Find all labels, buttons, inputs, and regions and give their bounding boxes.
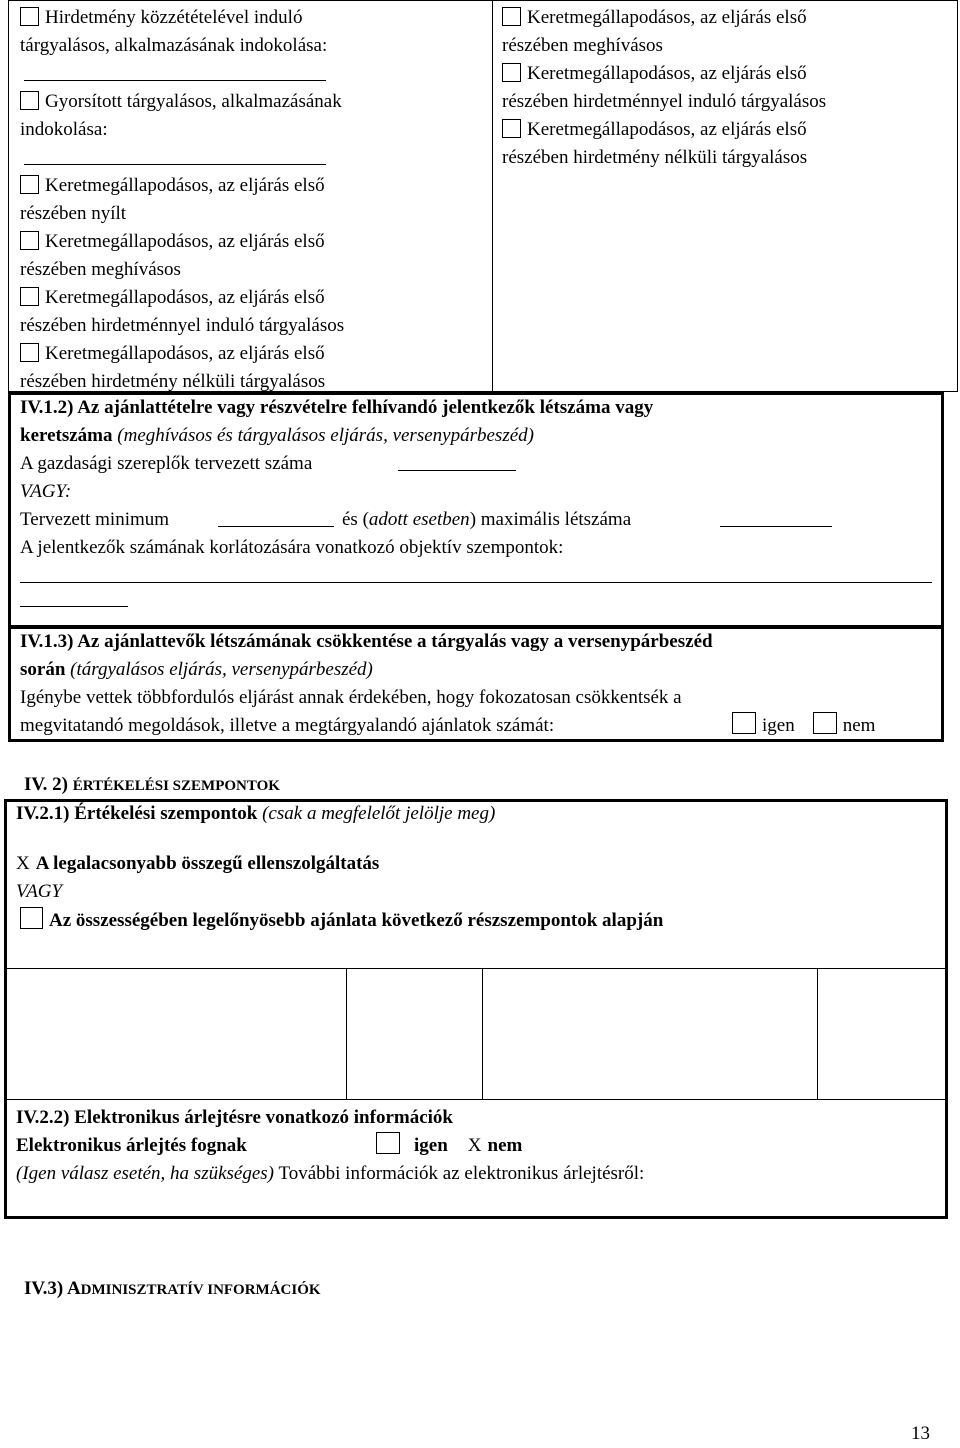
left-opt-nyilt-2: részében nyílt <box>20 203 127 224</box>
sub-criteria-table <box>7 968 945 1100</box>
right-opt-meghivasos: Keretmegállapodásos, az eljárás első <box>502 4 952 32</box>
multi-round-text-1: Igénybe vettek többfordulós eljárást annak érdekében, hogy fokozatosan csökkentsék a <box>20 687 682 708</box>
best-value-checkbox[interactable] <box>20 907 43 929</box>
section-iv-1-3 <box>20 628 940 740</box>
section-iv-3-heading: IV.3) ADMINISZTRATÍV INFORMÁCIÓK <box>24 1278 321 1299</box>
right-opt-nelkuli: Keretmegállapodásos, az eljárás első <box>502 116 952 144</box>
right-hirdetmennyel-checkbox[interactable] <box>502 63 521 82</box>
right-meghivasos-checkbox[interactable] <box>502 7 521 26</box>
criteria-label: A jelentkezők számának korlátozására vonatkozó objektív szempontok: <box>20 537 564 558</box>
planned-count-row: A gazdasági szereplők tervezett száma <box>20 450 940 478</box>
left-opt-hirdetmennyel: Keretmegállapodásos, az eljárás első <box>20 284 488 312</box>
min-max-row: Tervezett minimum és (adott esetben) maximális létszáma <box>20 506 940 534</box>
lowest-price-option[interactable]: X A legalacsonyabb összegű ellenszolgáltatás <box>16 853 380 874</box>
section-iv-1-2-heading: IV.1.2) Az ajánlattételre vagy részvételre felhívandó jelentkezők létszáma vagy <box>20 397 654 418</box>
right-nelkuli-checkbox[interactable] <box>502 119 521 138</box>
hirdetmeny-reason-line[interactable] <box>20 60 488 88</box>
hirdetmeny-checkbox[interactable] <box>20 7 39 26</box>
top-left-content <box>20 4 488 396</box>
multi-round-yes-checkbox[interactable] <box>732 712 756 734</box>
left-opt-meghivasos-2: részében meghívásos <box>20 259 181 280</box>
multi-round-row: megvitatandó megoldások, illetve a megtárgyalandó ajánlatok számát: igen nem <box>20 712 940 740</box>
or-label-2: VAGY <box>16 881 63 902</box>
left-nelkuli-checkbox[interactable] <box>20 343 39 362</box>
left-opt-meghivasos: Keretmegállapodásos, az eljárás első <box>20 228 488 256</box>
right-opt-hirdetmennyel: Keretmegállapodásos, az eljárás első <box>502 60 952 88</box>
left-opt-nelkuli-2: részében hirdetmény nélküli tárgyalásos <box>20 371 326 392</box>
gyorsitott-checkbox[interactable] <box>20 91 39 110</box>
section-iv-1-2 <box>20 394 940 618</box>
table-col-divider-2 <box>482 969 483 1099</box>
multi-round-no-checkbox[interactable] <box>813 712 837 734</box>
right-opt-meghivasos-2: részében meghívásos <box>502 35 663 56</box>
section-iv-1-3-heading: IV.1.3) Az ajánlattevők létszámának csökkentése a tárgyalás vagy a versenypárbeszéd <box>20 631 713 652</box>
table-col-divider-3 <box>817 969 818 1099</box>
right-opt-hirdetmennyel-2: részében hirdetménnyel induló tárgyalásos <box>502 91 827 112</box>
top-right-content <box>502 4 952 172</box>
section-iv-2-1-heading: IV.2.1) Értékelési szempontok (csak a megfelelőt jelölje meg) <box>16 803 496 824</box>
hirdetmeny-option: Hirdetmény közzétételével induló <box>20 4 488 32</box>
section-iv-1-2-heading-2: keretszáma (meghívásos és tárgyalásos eljárás, versenypárbeszéd) <box>20 425 534 446</box>
gyorsitott-label-2: indokolása: <box>20 119 108 140</box>
best-value-option: Az összességében legelőnyösebb ajánlata következő részszempontok alapján <box>16 907 936 935</box>
table-col-divider-1 <box>346 969 347 1099</box>
section-iv-2-1 <box>16 800 936 935</box>
left-nyilt-checkbox[interactable] <box>20 175 39 194</box>
planned-count-field[interactable] <box>398 470 516 471</box>
left-hirdetmennyel-checkbox[interactable] <box>20 287 39 306</box>
criteria-line-2[interactable] <box>20 590 940 618</box>
right-opt-nelkuli-2: részében hirdetmény nélküli tárgyalásos <box>502 147 808 168</box>
planned-min-field[interactable] <box>218 526 334 527</box>
auction-no-mark[interactable]: X <box>467 1135 482 1156</box>
hirdetmeny-label-2: tárgyalásos, alkalmazásának indokolása: <box>20 35 328 56</box>
section-iv-1-3-heading-2: során (tárgyalásos eljárás, versenypárbeszéd) <box>20 659 373 680</box>
max-count-field[interactable] <box>720 526 832 527</box>
left-opt-nelkuli: Keretmegállapodásos, az eljárás első <box>20 340 488 368</box>
auction-row: Elektronikus árlejtés fognak igen X nem <box>16 1132 936 1160</box>
or-label: VAGY: <box>20 481 72 502</box>
gyorsitott-option: Gyorsított tárgyalásos, alkalmazásának <box>20 88 488 116</box>
criteria-line-1[interactable] <box>20 562 940 590</box>
left-meghivasos-checkbox[interactable] <box>20 231 39 250</box>
left-opt-nyilt: Keretmegállapodásos, az eljárás első <box>20 172 488 200</box>
lowest-price-mark: X <box>16 853 30 874</box>
left-opt-hirdetmennyel-2: részében hirdetménnyel induló tárgyalásos <box>20 315 345 336</box>
gyorsitott-reason-line[interactable] <box>20 144 488 172</box>
section-iv-2-2 <box>16 1104 936 1188</box>
auction-info: (Igen válasz esetén, ha szükséges) További információk az elektronikus árlejtésről: <box>16 1163 645 1184</box>
section-iv-2-heading: IV. 2) ÉRTÉKELÉSI SZEMPONTOK <box>24 774 280 795</box>
auction-yes-checkbox[interactable] <box>376 1132 400 1154</box>
section-iv-2-2-heading: IV.2.2) Elektronikus árlejtésre vonatkozó információk <box>16 1107 453 1128</box>
page-number: 13 <box>911 1423 930 1444</box>
